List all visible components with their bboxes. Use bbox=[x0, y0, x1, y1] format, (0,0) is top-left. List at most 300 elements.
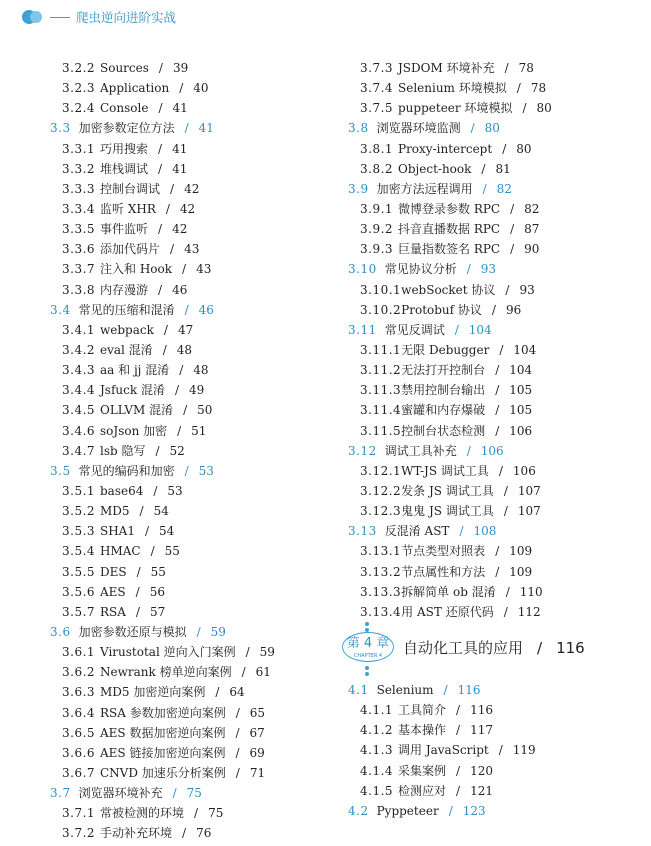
toc-page: 59 bbox=[259, 645, 275, 660]
toc-page: 75 bbox=[208, 806, 224, 821]
toc-page: 53 bbox=[167, 483, 183, 498]
toc-number: 3.8 bbox=[348, 121, 369, 136]
toc-number: 3.10 bbox=[348, 262, 377, 277]
toc-title: 浏览器环境监测 bbox=[376, 121, 461, 136]
toc-title: 发条 JS 调试工具 bbox=[401, 483, 494, 498]
toc-title: webSocket 协议 bbox=[401, 282, 496, 297]
separator: / bbox=[503, 504, 508, 519]
toc-subsection bbox=[50, 481, 350, 501]
toc-section bbox=[348, 521, 648, 541]
toc-number: 3.5.2 bbox=[62, 504, 96, 519]
toc-page: 47 bbox=[177, 322, 194, 337]
toc-section bbox=[348, 259, 648, 279]
toc-title: OLLVM 混淆 bbox=[100, 403, 174, 418]
toc-subsection bbox=[50, 199, 350, 219]
separator: / bbox=[456, 763, 461, 778]
toc-number: 3.12 bbox=[348, 443, 377, 458]
toc-number: 4.1.3 bbox=[360, 743, 394, 758]
toc-number: 3.11.5 bbox=[360, 423, 402, 438]
toc-title: 加密参数还原与模拟 bbox=[78, 624, 187, 639]
toc-subsection bbox=[50, 139, 350, 159]
separator: / bbox=[459, 524, 464, 539]
separator: / bbox=[165, 201, 170, 216]
toc-subsection bbox=[348, 400, 648, 420]
toc-page: 48 bbox=[176, 342, 193, 357]
toc-page: 52 bbox=[169, 443, 185, 458]
toc-left-column bbox=[50, 58, 350, 843]
toc-number: 3.12.1 bbox=[360, 463, 402, 478]
toc-section bbox=[348, 320, 648, 340]
toc-number: 3.4.7 bbox=[62, 443, 96, 458]
book-logo-icon bbox=[22, 9, 42, 25]
separator: / bbox=[182, 262, 187, 277]
separator: / bbox=[158, 222, 163, 237]
toc-number: 3.6.6 bbox=[62, 745, 96, 760]
toc-number: 3.6.1 bbox=[62, 645, 96, 660]
separator: / bbox=[170, 242, 175, 257]
toc-title: webpack bbox=[100, 322, 154, 337]
separator: / bbox=[505, 584, 510, 599]
toc-page: 46 bbox=[172, 282, 188, 297]
toc-page: 80 bbox=[516, 141, 532, 156]
toc-subsection bbox=[348, 280, 648, 300]
toc-number: 3.13 bbox=[348, 524, 377, 539]
separator: / bbox=[184, 302, 189, 317]
separator: / bbox=[135, 604, 140, 619]
toc-subsection bbox=[50, 662, 350, 682]
toc-title: DES bbox=[100, 564, 127, 579]
toc-page: 40 bbox=[193, 81, 209, 96]
toc-number: 3.4.2 bbox=[62, 342, 96, 357]
chapter-badge bbox=[342, 632, 394, 662]
toc-title: 注入和 Hook bbox=[100, 262, 173, 277]
toc-page: 106 bbox=[509, 423, 533, 438]
toc-page: 93 bbox=[480, 262, 497, 277]
toc-title: puppeteer 环境模拟 bbox=[398, 101, 513, 116]
toc-title: 堆栈调试 bbox=[100, 161, 149, 176]
toc-subsection bbox=[50, 400, 350, 420]
toc-title: 节点类型对照表 bbox=[401, 544, 486, 559]
toc-page: 54 bbox=[153, 504, 169, 519]
toc-title: 无限 Debugger bbox=[401, 342, 490, 357]
toc-number: 3.4.6 bbox=[62, 423, 96, 438]
toc-subsection bbox=[50, 723, 350, 743]
toc-page: 117 bbox=[470, 723, 493, 738]
toc-subsection bbox=[50, 682, 350, 702]
toc-title: 检测应对 bbox=[398, 783, 447, 798]
separator: / bbox=[177, 423, 182, 438]
separator: / bbox=[139, 504, 144, 519]
book-title: 爬虫逆向进阶实战 bbox=[76, 10, 177, 25]
toc-page: 43 bbox=[184, 242, 200, 257]
separator: / bbox=[153, 483, 158, 498]
toc-page: 93 bbox=[519, 282, 535, 297]
separator: / bbox=[481, 161, 486, 176]
toc-subsection bbox=[50, 642, 350, 662]
toc-page: 104 bbox=[468, 322, 492, 337]
toc-section bbox=[50, 461, 350, 481]
toc-subsection bbox=[348, 340, 648, 360]
toc-number: 3.4.3 bbox=[62, 363, 96, 378]
toc-page: 54 bbox=[159, 524, 175, 539]
toc-title: RSA 参数加密逆向案例 bbox=[100, 705, 226, 720]
toc-subsection bbox=[348, 159, 648, 179]
toc-page: 90 bbox=[524, 242, 540, 257]
toc-page: 123 bbox=[462, 803, 486, 818]
toc-page: 75 bbox=[186, 786, 202, 801]
toc-page: 78 bbox=[518, 61, 534, 75]
toc-page: 80 bbox=[536, 101, 552, 116]
toc-title: AES bbox=[100, 584, 126, 599]
toc-number: 3.3 bbox=[50, 121, 71, 136]
toc-number: 3.7.3 bbox=[360, 61, 394, 75]
separator: / bbox=[150, 544, 155, 559]
separator: / bbox=[158, 101, 163, 116]
toc-title: MD5 加密逆向案例 bbox=[100, 685, 206, 700]
toc-number: 3.9.3 bbox=[360, 242, 394, 257]
toc-page: 57 bbox=[149, 604, 166, 619]
toc-title: 常见的编码和加密 bbox=[78, 463, 175, 478]
toc-title: 手动补充环境 bbox=[100, 826, 173, 841]
separator: / bbox=[235, 765, 240, 780]
toc-page: 39 bbox=[172, 61, 189, 75]
separator: / bbox=[495, 423, 500, 438]
toc-page: 108 bbox=[473, 524, 497, 539]
toc-number: 3.11.3 bbox=[360, 383, 402, 398]
chapter-badge-sub: CHAPTER 4 bbox=[353, 652, 383, 659]
separator: / bbox=[491, 302, 496, 317]
toc-title: lsb 隐写 bbox=[100, 443, 146, 458]
toc-page: 107 bbox=[517, 504, 541, 519]
dot-leader-bottom bbox=[365, 666, 369, 678]
toc-number: 3.7.4 bbox=[360, 81, 394, 96]
toc-title: 节点属性和方法 bbox=[401, 564, 486, 579]
toc-title: Protobuf 协议 bbox=[401, 302, 482, 317]
toc-title: Pyppeteer bbox=[376, 803, 439, 818]
separator: / bbox=[158, 282, 163, 297]
toc-subsection bbox=[348, 421, 648, 441]
toc-subsection bbox=[348, 740, 648, 760]
toc-number: 3.2.3 bbox=[62, 81, 96, 96]
toc-number: 3.5.7 bbox=[62, 604, 96, 619]
separator: / bbox=[448, 803, 453, 818]
toc-title: MD5 bbox=[100, 504, 130, 519]
toc-number: 3.9.2 bbox=[360, 222, 394, 237]
toc-page: 69 bbox=[249, 745, 265, 760]
toc-subsection bbox=[50, 562, 350, 582]
toc-page: 50 bbox=[197, 403, 213, 418]
toc-subsection bbox=[348, 219, 648, 239]
separator: / bbox=[454, 322, 459, 337]
separator: / bbox=[136, 564, 141, 579]
toc-title: RSA bbox=[100, 604, 126, 619]
toc-number: 3.5.3 bbox=[62, 524, 96, 539]
toc-subsection bbox=[348, 541, 648, 561]
toc-subsection bbox=[348, 78, 648, 98]
toc-title: aa 和 jj 混淆 bbox=[100, 363, 170, 378]
toc-section bbox=[348, 118, 648, 138]
toc-number: 3.11.2 bbox=[360, 363, 402, 378]
toc-number: 3.4.1 bbox=[62, 322, 96, 337]
toc-title: CNVD 加速乐分析案例 bbox=[100, 765, 226, 780]
toc-title: Newrank 榜单逆向案例 bbox=[100, 665, 232, 680]
toc-right-bottom bbox=[348, 680, 648, 821]
toc-page: 109 bbox=[509, 544, 533, 559]
toc-page: 119 bbox=[512, 743, 536, 758]
toc-title: Selenium 环境模拟 bbox=[398, 81, 507, 96]
toc-section bbox=[50, 783, 350, 803]
toc-page: 109 bbox=[509, 564, 533, 579]
toc-title: 调用 JavaScript bbox=[398, 743, 489, 758]
toc-subsection bbox=[50, 501, 350, 521]
toc-number: 3.5.4 bbox=[62, 544, 96, 559]
toc-subsection bbox=[50, 340, 350, 360]
toc-title: Jsfuck 混淆 bbox=[100, 383, 165, 398]
separator: / bbox=[163, 322, 168, 337]
toc-page: 78 bbox=[530, 81, 547, 96]
separator: / bbox=[466, 443, 471, 458]
chapter-heading bbox=[348, 622, 648, 680]
toc-page: 42 bbox=[179, 201, 196, 216]
separator: / bbox=[505, 282, 510, 297]
toc-page: 43 bbox=[196, 262, 212, 277]
separator: / bbox=[537, 638, 543, 657]
toc-subsection bbox=[348, 58, 648, 78]
toc-title: 监听 XHR bbox=[100, 201, 156, 216]
toc-subsection bbox=[50, 259, 350, 279]
toc-page: 80 bbox=[484, 121, 500, 136]
toc-page: 116 bbox=[457, 682, 481, 697]
toc-page: 120 bbox=[470, 763, 493, 778]
toc-subsection bbox=[50, 219, 350, 239]
toc-page: 61 bbox=[255, 665, 271, 680]
toc-subsection bbox=[50, 179, 350, 199]
toc-title: 微博登录参数 RPC bbox=[398, 201, 501, 216]
separator: / bbox=[470, 121, 475, 136]
toc-page: 106 bbox=[512, 463, 536, 478]
toc-number: 3.11 bbox=[348, 322, 377, 337]
toc-title: 常见的压缩和混淆 bbox=[78, 302, 175, 317]
toc-number: 3.3.1 bbox=[62, 141, 96, 156]
toc-title: JSDOM 环境补充 bbox=[398, 61, 495, 75]
toc-page: 87 bbox=[524, 222, 540, 237]
toc-subsection bbox=[348, 199, 648, 219]
toc-subsection bbox=[348, 562, 648, 582]
toc-subsection bbox=[50, 743, 350, 763]
toc-title: Object-hook bbox=[398, 161, 472, 176]
separator: / bbox=[235, 745, 240, 760]
toc-number: 3.5.6 bbox=[62, 584, 96, 599]
toc-page: 104 bbox=[513, 342, 537, 357]
toc-number: 3.7 bbox=[50, 786, 71, 801]
separator: / bbox=[510, 201, 515, 216]
separator: / bbox=[235, 725, 240, 740]
separator: / bbox=[499, 342, 504, 357]
toc-number: 3.3.7 bbox=[62, 262, 96, 277]
separator: / bbox=[158, 161, 163, 176]
toc-title: 巧用搜索 bbox=[100, 141, 149, 156]
separator: / bbox=[184, 463, 189, 478]
toc-title: 抖音直播数据 RPC bbox=[398, 222, 501, 237]
toc-title: 常被检测的环境 bbox=[100, 806, 185, 821]
toc-section bbox=[50, 118, 350, 138]
toc-title: 内存漫游 bbox=[100, 282, 149, 297]
toc-subsection bbox=[50, 78, 350, 98]
toc-subsection bbox=[50, 159, 350, 179]
separator: / bbox=[502, 141, 507, 156]
toc-subsection bbox=[50, 380, 350, 400]
toc-number: 3.7.1 bbox=[62, 806, 96, 821]
toc-page: 49 bbox=[189, 383, 205, 398]
toc-number: 4.1.2 bbox=[360, 723, 394, 738]
separator: / bbox=[215, 685, 220, 700]
toc-title: 反混淆 AST bbox=[384, 524, 450, 539]
separator: / bbox=[162, 342, 167, 357]
toc-number: 3.11.1 bbox=[360, 342, 402, 357]
toc-section bbox=[348, 441, 648, 461]
toc-subsection bbox=[50, 823, 350, 843]
toc-subsection bbox=[50, 803, 350, 823]
toc-title: AES 数据加密逆向案例 bbox=[100, 725, 226, 740]
toc-subsection bbox=[50, 441, 350, 461]
toc-subsection bbox=[348, 481, 648, 501]
toc-right-top bbox=[348, 58, 648, 622]
toc-title: soJson 加密 bbox=[100, 423, 168, 438]
toc-number: 3.6.2 bbox=[62, 665, 96, 680]
toc-subsection bbox=[348, 761, 648, 781]
toc-title: 加密方法远程调用 bbox=[376, 181, 473, 196]
separator: / bbox=[456, 703, 461, 718]
toc-number: 3.5.5 bbox=[62, 564, 96, 579]
toc-number: 3.13.4 bbox=[360, 604, 402, 619]
toc-page: 71 bbox=[249, 765, 266, 780]
toc-number: 3.2.4 bbox=[62, 101, 96, 116]
toc-page: 82 bbox=[524, 201, 540, 216]
toc-page: 41 bbox=[172, 161, 188, 176]
toc-page: 67 bbox=[249, 725, 265, 740]
toc-subsection bbox=[50, 98, 350, 118]
toc-title: Sources bbox=[100, 61, 149, 75]
toc-number: 3.3.4 bbox=[62, 201, 96, 216]
toc-number: 3.12.3 bbox=[360, 504, 402, 519]
toc-number: 3.10.2 bbox=[360, 302, 402, 317]
toc-subsection bbox=[50, 521, 350, 541]
toc-title: eval 混淆 bbox=[100, 342, 153, 357]
toc-subsection bbox=[50, 763, 350, 783]
toc-title: Proxy-intercept bbox=[398, 141, 493, 156]
toc-title: base64 bbox=[100, 483, 144, 498]
toc-number: 3.13.1 bbox=[360, 544, 402, 559]
toc-title: 无法打开控制台 bbox=[401, 363, 486, 378]
toc-page: 105 bbox=[509, 403, 533, 418]
toc-number: 3.9.1 bbox=[360, 201, 394, 216]
toc-page: 76 bbox=[196, 826, 212, 841]
toc-number: 3.3.8 bbox=[62, 282, 96, 297]
toc-title: WT-JS 调试工具 bbox=[401, 463, 489, 478]
toc-subsection bbox=[50, 239, 350, 259]
toc-title: 工具简介 bbox=[398, 703, 447, 718]
toc-subsection bbox=[50, 360, 350, 380]
separator: / bbox=[170, 181, 175, 196]
toc-subsection bbox=[50, 602, 350, 622]
toc-title: 加密参数定位方法 bbox=[78, 121, 175, 136]
toc-title: HMAC bbox=[100, 544, 141, 559]
separator: / bbox=[495, 383, 500, 398]
toc-section bbox=[348, 680, 648, 700]
toc-number: 3.4.4 bbox=[62, 383, 96, 398]
toc-subsection bbox=[348, 461, 648, 481]
toc-number: 3.12.2 bbox=[360, 483, 402, 498]
toc-subsection bbox=[348, 781, 648, 801]
toc-page: 42 bbox=[184, 181, 200, 196]
separator: / bbox=[179, 363, 184, 378]
toc-subsection bbox=[348, 380, 648, 400]
separator: / bbox=[495, 403, 500, 418]
toc-number: 3.3.2 bbox=[62, 161, 96, 176]
toc-page: 56 bbox=[149, 584, 165, 599]
toc-title: 控制台调试 bbox=[100, 181, 161, 196]
running-header bbox=[22, 6, 176, 28]
toc-number: 3.6.4 bbox=[62, 705, 96, 720]
toc-number: 3.6.5 bbox=[62, 725, 96, 740]
toc-title: Console bbox=[100, 101, 149, 116]
toc-number: 3.13.3 bbox=[360, 584, 402, 599]
toc-subsection bbox=[348, 700, 648, 720]
toc-title: 浏览器环境补充 bbox=[78, 786, 163, 801]
toc-subsection bbox=[50, 421, 350, 441]
header-rule bbox=[50, 17, 70, 18]
toc-page: 110 bbox=[519, 584, 543, 599]
toc-number: 3.3.3 bbox=[62, 181, 96, 196]
toc-number: 3.6 bbox=[50, 624, 71, 639]
toc-page: 41 bbox=[172, 101, 188, 116]
separator: / bbox=[155, 443, 160, 458]
toc-page: 41 bbox=[172, 141, 188, 156]
separator: / bbox=[172, 786, 177, 801]
toc-subsection bbox=[348, 582, 648, 602]
separator: / bbox=[498, 463, 503, 478]
toc-number: 3.5.1 bbox=[62, 483, 96, 498]
toc-page: 48 bbox=[193, 363, 209, 378]
toc-page: 41 bbox=[198, 121, 214, 136]
toc-number: 3.5 bbox=[50, 463, 71, 478]
separator: / bbox=[443, 682, 448, 697]
toc-page: 51 bbox=[191, 423, 207, 438]
toc-title: 巨量指数签名 RPC bbox=[398, 242, 501, 257]
toc-page: 55 bbox=[150, 564, 166, 579]
separator: / bbox=[245, 645, 250, 660]
separator: / bbox=[466, 262, 471, 277]
toc-title: 鬼鬼 JS 调试工具 bbox=[401, 504, 494, 519]
separator: / bbox=[510, 242, 515, 257]
toc-page: 96 bbox=[505, 302, 522, 317]
toc-title: 事件监听 bbox=[100, 222, 149, 237]
toc-subsection bbox=[50, 320, 350, 340]
separator: / bbox=[456, 783, 461, 798]
separator: / bbox=[456, 723, 461, 738]
toc-subsection bbox=[348, 98, 648, 118]
toc-subsection bbox=[348, 501, 648, 521]
separator: / bbox=[196, 624, 201, 639]
toc-number: 3.4.5 bbox=[62, 403, 96, 418]
toc-number: 3.6.3 bbox=[62, 685, 96, 700]
separator: / bbox=[174, 383, 179, 398]
toc-title: 常见协议分析 bbox=[384, 262, 457, 277]
toc-title: Virustotal 逆向入门案例 bbox=[100, 645, 236, 660]
toc-number: 3.6.7 bbox=[62, 765, 96, 780]
toc-page: 53 bbox=[198, 463, 214, 478]
toc-title: 添加代码片 bbox=[100, 242, 161, 257]
